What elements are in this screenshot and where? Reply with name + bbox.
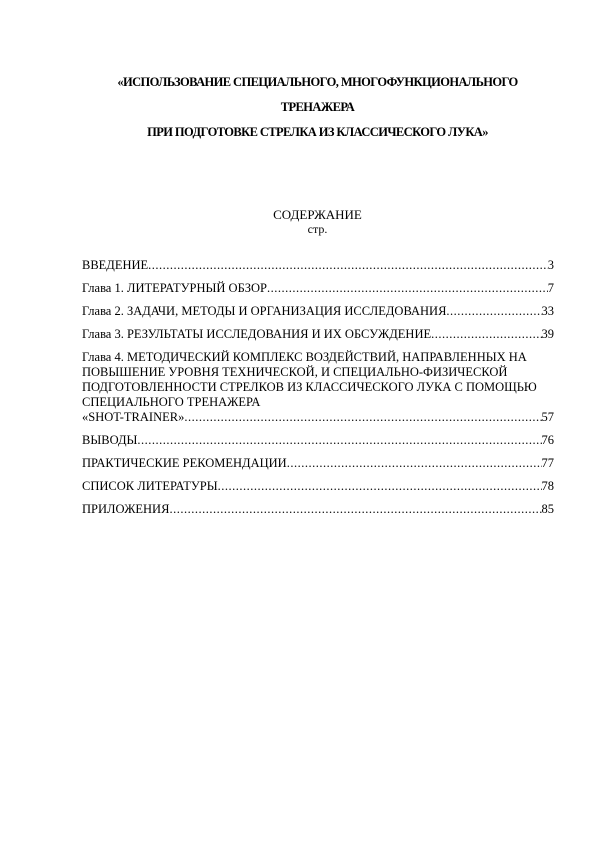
- title-line-3: ПРИ ПОДГОТОВКЕ СТРЕЛКА ИЗ КЛАССИЧЕСКОГО ЛУКА»: [147, 125, 488, 139]
- table-of-contents: [82, 258, 554, 525]
- toc-entry-page-number: 33: [541, 304, 554, 318]
- toc-leader-dots: [287, 456, 542, 471]
- toc-entry-page-number: 85: [541, 502, 554, 516]
- toc-entry-page-number: 78: [541, 479, 554, 493]
- toc-entry[interactable]: [82, 281, 554, 296]
- toc-leader-dots: [218, 479, 542, 494]
- toc-entry[interactable]: [82, 433, 554, 448]
- page-column-label: стр.: [307, 222, 328, 236]
- toc-leader-dots: [184, 410, 541, 425]
- toc-entry-line: [82, 479, 554, 494]
- toc-entry-line: [82, 327, 554, 342]
- toc-entry-title: Глава 2. ЗАДАЧИ, МЕТОДЫ И ОРГАНИЗАЦИЯ ИССЛЕДОВАНИЯ: [82, 304, 447, 318]
- toc-leader-dots: [446, 304, 541, 319]
- toc-entry-page-number: 77: [541, 456, 554, 470]
- toc-leader-dots: [267, 281, 548, 296]
- title-line-1: «ИСПОЛЬЗОВАНИЕ СПЕЦИАЛЬНОГО, МНОГОФУНКЦИОНАЛЬНОГО: [117, 75, 518, 89]
- toc-leader-dots: [137, 433, 541, 448]
- toc-entry-line: [82, 410, 554, 425]
- toc-entry[interactable]: [82, 258, 554, 273]
- toc-leader-dots: [169, 502, 541, 517]
- toc-leader-dots: [431, 327, 541, 342]
- title-line-2: ТРЕНАЖЕРА: [280, 100, 355, 114]
- toc-entry-title: Глава 3. РЕЗУЛЬТАТЫ ИССЛЕДОВАНИЯ И ИХ ОБСУЖДЕНИЕ: [82, 327, 432, 341]
- document-title: [80, 70, 555, 145]
- toc-entry-line: [82, 258, 554, 273]
- toc-entry[interactable]: [82, 327, 554, 342]
- contents-heading: СОДЕРЖАНИЕ: [273, 207, 362, 222]
- toc-entry-title: ВЫВОДЫ: [82, 433, 138, 447]
- toc-entry-title: ПРАКТИЧЕСКИЕ РЕКОМЕНДАЦИИ: [82, 456, 287, 470]
- toc-entry[interactable]: [82, 350, 554, 425]
- toc-entry-page-number: 57: [541, 410, 554, 424]
- toc-entry[interactable]: [82, 502, 554, 517]
- toc-leader-dots: [148, 258, 548, 273]
- toc-entry-page-number: 7: [547, 281, 554, 295]
- toc-entry-line: [82, 281, 554, 296]
- toc-entry[interactable]: [82, 304, 554, 319]
- toc-entry-line: [82, 304, 554, 319]
- toc-entry-title: ПРИЛОЖЕНИЯ: [82, 502, 170, 516]
- toc-entry-page-number: 3: [547, 258, 554, 272]
- toc-entry-page-number: 76: [541, 433, 554, 447]
- toc-entry[interactable]: [82, 479, 554, 494]
- toc-entry-line: [82, 456, 554, 471]
- toc-entry-page-number: 39: [541, 327, 554, 341]
- toc-entry-title: ВВЕДЕНИЕ: [82, 258, 149, 272]
- toc-entry-title: СПИСОК ЛИТЕРАТУРЫ: [82, 479, 218, 493]
- toc-entry[interactable]: [82, 456, 554, 471]
- toc-entry-title: Глава 1. ЛИТЕРАТУРНЫЙ ОБЗОР: [82, 281, 268, 295]
- toc-entry-line: [82, 433, 554, 448]
- toc-entry-lead-text: Глава 4. МЕТОДИЧЕСКИЙ КОМПЛЕКС ВОЗДЕЙСТВИЙ, НАПРАВЛЕННЫХ НА ПОВЫШЕНИЕ УРОВНЯ ТЕХНИЧЕСКОЙ, И СПЕЦИАЛЬНО-ФИЗИЧЕСКОЙ ПОДГОТОВЛЕННОСТИ СТРЕЛКОВ ИЗ КЛАССИЧЕСКОГО ЛУКА С ПОМОЩЬЮ СПЕЦИАЛЬНОГО ТРЕНАЖЕРА: [82, 350, 537, 409]
- toc-entry-line: [82, 502, 554, 517]
- toc-entry-title: «SHOT-TRAINER»: [82, 410, 185, 424]
